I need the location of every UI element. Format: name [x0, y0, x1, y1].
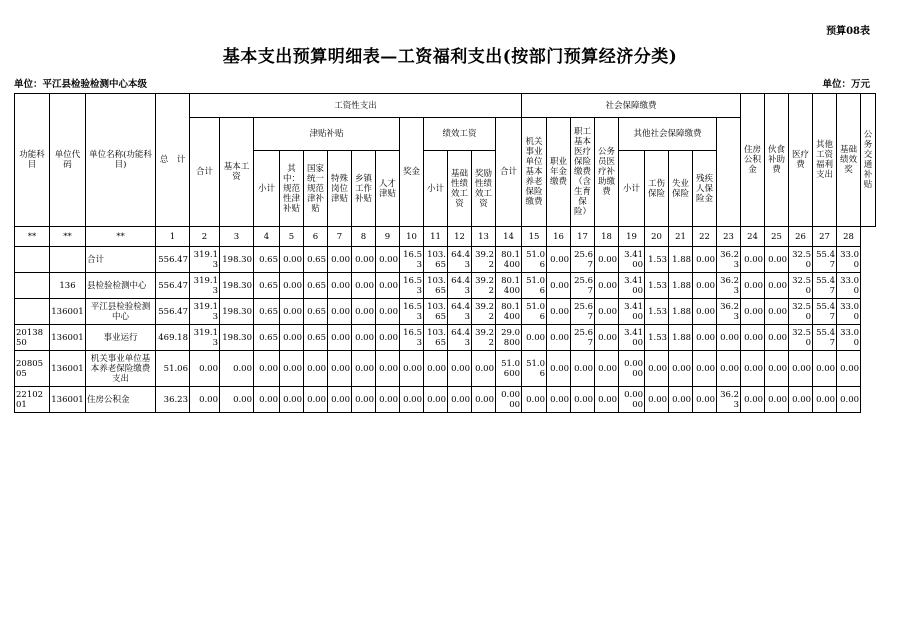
value-cell: 3.4100	[619, 325, 645, 351]
column-index: 24	[741, 227, 765, 247]
value-cell: 29.0800	[496, 325, 522, 351]
column-index: 20	[645, 227, 669, 247]
column-index: 13	[472, 227, 496, 247]
header-allow-special: 特殊岗位津贴	[328, 151, 352, 227]
column-index: 14	[496, 227, 522, 247]
unit-code-cell: 136001	[50, 299, 86, 325]
value-cell: 0.00	[328, 325, 352, 351]
header-total: 总 计	[156, 94, 190, 227]
unit-name-cell: 县检验检测中心	[86, 273, 156, 299]
value-cell: 1.53	[645, 273, 669, 299]
unit-code-cell: 136001	[50, 351, 86, 387]
column-index-row	[15, 227, 876, 247]
value-cell: 0.00	[280, 273, 304, 299]
value-cell: 0.00	[376, 387, 400, 413]
unit-name-cell: 事业运行	[86, 325, 156, 351]
value-cell: 1.53	[645, 325, 669, 351]
value-cell: 25.67	[571, 325, 595, 351]
value-cell: 36.23	[717, 273, 741, 299]
value-cell: 0.00	[376, 299, 400, 325]
value-cell: 0.00	[547, 387, 571, 413]
column-index: **	[86, 227, 156, 247]
column-index: 22	[693, 227, 717, 247]
value-cell: 25.67	[571, 299, 595, 325]
value-cell: 198.30	[220, 299, 254, 325]
func-code-cell: 2080505	[15, 351, 50, 387]
value-cell: 0.00	[595, 273, 619, 299]
column-index: 11	[424, 227, 448, 247]
value-cell: 0.00	[376, 351, 400, 387]
value-cell: 0.00	[765, 325, 789, 351]
header-medical: 医疗费	[789, 94, 813, 227]
header-other-soc-group: 其他社会保障缴费	[619, 118, 717, 151]
header-bonus: 奖金	[400, 118, 424, 227]
value-cell: 1.53	[645, 247, 669, 273]
value-cell: 39.22	[472, 273, 496, 299]
value-cell: 0.0000	[496, 387, 522, 413]
value-cell: 3.4100	[619, 273, 645, 299]
value-cell: 0.00	[765, 387, 789, 413]
value-cell: 0.00	[472, 387, 496, 413]
value-cell: 0.00	[280, 387, 304, 413]
value-cell: 0.00	[304, 351, 328, 387]
value-cell: 0.00	[741, 299, 765, 325]
value-cell: 39.22	[472, 247, 496, 273]
column-index: 6	[304, 227, 328, 247]
value-cell: 51.06	[522, 273, 547, 299]
header-meal: 伙食补助费	[765, 94, 789, 227]
value-cell: 103.65	[424, 325, 448, 351]
unit-code-cell	[50, 247, 86, 273]
value-cell: 55.47	[813, 247, 837, 273]
value-cell: 0.00	[304, 387, 328, 413]
value-cell: 319.13	[190, 273, 220, 299]
header-soc-medical: 职工基本医疗保险缴费（含生育保险）	[571, 118, 595, 227]
value-cell: 0.00	[595, 299, 619, 325]
header-unit-code: 单位代码	[50, 94, 86, 227]
value-cell: 1.88	[669, 273, 693, 299]
value-cell: 0.00	[837, 387, 861, 413]
value-cell: 319.13	[190, 299, 220, 325]
value-cell: 0.00	[595, 325, 619, 351]
value-cell: 0.00	[400, 351, 424, 387]
value-cell: 33.00	[837, 325, 861, 351]
unit-name-cell: 合计	[86, 247, 156, 273]
value-cell: 39.22	[472, 299, 496, 325]
column-index: 26	[789, 227, 813, 247]
value-cell: 16.53	[400, 299, 424, 325]
value-cell: 0.00	[741, 247, 765, 273]
value-cell: 0.00	[645, 351, 669, 387]
column-index: 18	[595, 227, 619, 247]
value-cell: 0.00	[813, 351, 837, 387]
func-code-cell: 2013850	[15, 325, 50, 351]
header-allow-sub: 小计	[254, 151, 280, 227]
value-cell: 51.06	[522, 247, 547, 273]
column-index: 15	[522, 227, 547, 247]
value-cell: 0.00	[547, 325, 571, 351]
value-cell: 103.65	[424, 299, 448, 325]
value-cell: 0.65	[254, 325, 280, 351]
value-cell: 556.47	[156, 273, 190, 299]
value-cell: 0.00	[254, 387, 280, 413]
value-cell: 36.23	[717, 387, 741, 413]
value-cell: 55.47	[813, 299, 837, 325]
column-index: 25	[765, 227, 789, 247]
value-cell: 0.00	[547, 351, 571, 387]
value-cell: 1.53	[645, 299, 669, 325]
value-cell: 33.00	[837, 247, 861, 273]
func-code-cell	[15, 299, 50, 325]
value-cell: 0.00	[645, 387, 669, 413]
table-row	[15, 299, 876, 325]
column-index: 7	[328, 227, 352, 247]
header-social-group: 社会保障缴费	[522, 94, 741, 118]
value-cell: 0.00	[522, 387, 547, 413]
value-cell: 3.4100	[619, 247, 645, 273]
value-cell: 1.88	[669, 299, 693, 325]
column-index: 8	[352, 227, 376, 247]
table-row	[15, 247, 876, 273]
value-cell: 0.00	[352, 325, 376, 351]
value-cell: 33.00	[837, 299, 861, 325]
header-base-wage: 基本工资	[220, 118, 254, 227]
value-cell: 0.00	[669, 351, 693, 387]
value-cell: 0.65	[304, 273, 328, 299]
header-oth-unemp: 失业保险	[669, 151, 693, 227]
value-cell: 198.30	[220, 325, 254, 351]
value-cell: 0.00	[547, 247, 571, 273]
value-cell: 36.23	[717, 299, 741, 325]
value-cell: 0.00	[571, 351, 595, 387]
value-cell: 0.0000	[619, 351, 645, 387]
value-cell: 0.00	[280, 247, 304, 273]
column-index: 28	[837, 227, 861, 247]
unit-name-cell: 平江县检验检测中心	[86, 299, 156, 325]
header-perf-base: 基础性绩效工资	[448, 151, 472, 227]
value-cell: 0.00	[376, 247, 400, 273]
value-cell: 0.00	[717, 325, 741, 351]
value-cell: 469.18	[156, 325, 190, 351]
value-cell: 0.00	[424, 351, 448, 387]
value-cell: 0.00	[717, 351, 741, 387]
value-cell: 0.00	[522, 325, 547, 351]
value-cell: 1.88	[669, 325, 693, 351]
value-cell: 80.1400	[496, 299, 522, 325]
table-row	[15, 387, 876, 413]
value-cell: 0.00	[765, 247, 789, 273]
column-index: 4	[254, 227, 280, 247]
value-cell: 0.65	[254, 247, 280, 273]
value-cell: 36.23	[717, 247, 741, 273]
column-index: 5	[280, 227, 304, 247]
header-housing: 住房公积金	[741, 94, 765, 227]
value-cell: 0.00	[741, 351, 765, 387]
unit-code-cell: 136	[50, 273, 86, 299]
value-cell: 51.0600	[496, 351, 522, 387]
value-cell: 0.00	[472, 351, 496, 387]
column-index: 23	[717, 227, 741, 247]
value-cell: 64.43	[448, 247, 472, 273]
value-cell: 51.06	[522, 351, 547, 387]
value-cell: 0.00	[693, 387, 717, 413]
value-cell: 0.00	[280, 325, 304, 351]
value-cell: 0.00	[352, 387, 376, 413]
value-cell: 0.00	[741, 325, 765, 351]
value-cell: 103.65	[424, 247, 448, 273]
header-oth-sub: 小计	[619, 151, 645, 227]
value-cell: 0.00	[765, 273, 789, 299]
column-index: **	[50, 227, 86, 247]
value-cell: 0.00	[190, 351, 220, 387]
value-cell: 80.1400	[496, 247, 522, 273]
column-index: 2	[190, 227, 220, 247]
func-code-cell	[15, 273, 50, 299]
header-perf-sub: 小计	[424, 151, 448, 227]
header-oth-disab: 残疾人保险金	[693, 151, 717, 227]
value-cell: 16.53	[400, 325, 424, 351]
table-row	[15, 273, 876, 299]
value-cell: 0.00	[765, 299, 789, 325]
value-cell: 0.00	[220, 387, 254, 413]
value-cell: 0.00	[595, 351, 619, 387]
value-cell: 0.00	[424, 387, 448, 413]
value-cell: 0.65	[254, 299, 280, 325]
value-cell: 64.43	[448, 325, 472, 351]
value-cell: 0.00	[254, 351, 280, 387]
column-index: 12	[448, 227, 472, 247]
value-cell: 0.00	[328, 273, 352, 299]
value-cell: 0.00	[376, 273, 400, 299]
value-cell: 0.00	[328, 247, 352, 273]
expenditure-table	[14, 93, 876, 413]
value-cell: 25.67	[571, 247, 595, 273]
header-soc-annuity: 职业年金缴费	[547, 118, 571, 227]
value-cell: 103.65	[424, 273, 448, 299]
value-cell: 0.00	[352, 351, 376, 387]
value-cell: 3.4100	[619, 299, 645, 325]
header-soc-civil-med: 公务员医疗补助缴费	[595, 118, 619, 227]
column-index: 19	[619, 227, 645, 247]
value-cell: 0.00	[741, 273, 765, 299]
column-index: **	[15, 227, 50, 247]
value-cell: 0.00	[280, 299, 304, 325]
value-cell: 319.13	[190, 325, 220, 351]
value-cell: 556.47	[156, 247, 190, 273]
value-cell: 0.00	[789, 351, 813, 387]
value-cell: 0.00	[669, 387, 693, 413]
table-row	[15, 351, 876, 387]
page-title: 基本支出预算明细表—工资福利支出(按部门预算经济分类)	[222, 47, 678, 67]
header-allow-town: 乡镇工作补贴	[352, 151, 376, 227]
value-cell: 0.00	[352, 273, 376, 299]
column-index: 21	[669, 227, 693, 247]
unit-label: 单位：平江县检验检测中心本级	[14, 79, 148, 90]
column-index: 17	[571, 227, 595, 247]
value-cell: 39.22	[472, 325, 496, 351]
value-cell: 0.00	[328, 299, 352, 325]
value-cell: 0.00	[448, 387, 472, 413]
value-cell: 0.00	[741, 387, 765, 413]
header-func-code: 功能科目	[15, 94, 50, 227]
value-cell: 0.00	[448, 351, 472, 387]
value-cell: 64.43	[448, 273, 472, 299]
value-cell: 0.65	[304, 325, 328, 351]
unit-name-cell: 住房公积金	[86, 387, 156, 413]
value-cell: 32.50	[789, 325, 813, 351]
value-cell: 0.00	[595, 387, 619, 413]
value-cell: 0.00	[220, 351, 254, 387]
unit-code-cell: 136001	[50, 325, 86, 351]
value-cell: 0.00	[190, 387, 220, 413]
value-cell: 0.00	[693, 273, 717, 299]
value-cell: 25.67	[571, 273, 595, 299]
table-row	[15, 325, 876, 351]
value-cell: 55.47	[813, 273, 837, 299]
value-cell: 0.0000	[619, 387, 645, 413]
header-wage-group: 工资性支出	[190, 94, 522, 118]
header-transport: 公务交通补贴	[861, 94, 876, 227]
column-index: 3	[220, 227, 254, 247]
value-cell: 51.06	[156, 351, 190, 387]
header-allow-talent: 人才津贴	[376, 151, 400, 227]
header-wage-sum: 合计	[190, 118, 220, 227]
value-cell: 1.88	[669, 247, 693, 273]
value-cell: 64.43	[448, 299, 472, 325]
func-code-cell: 2210201	[15, 387, 50, 413]
value-cell: 16.53	[400, 247, 424, 273]
value-cell: 0.00	[400, 387, 424, 413]
value-cell: 0.00	[789, 387, 813, 413]
value-cell: 32.50	[789, 299, 813, 325]
value-cell: 0.00	[693, 299, 717, 325]
value-cell: 0.00	[547, 273, 571, 299]
header-allow-state: 国家统一规范津补贴	[304, 151, 328, 227]
header-allowance-group: 津贴补贴	[254, 118, 400, 151]
value-cell: 51.06	[522, 299, 547, 325]
value-cell: 32.50	[789, 273, 813, 299]
header-oth-injury: 工伤保险	[645, 151, 669, 227]
value-cell: 32.50	[789, 247, 813, 273]
value-cell: 0.00	[693, 351, 717, 387]
value-cell: 0.00	[352, 247, 376, 273]
func-code-cell	[15, 247, 50, 273]
value-cell: 0.00	[765, 351, 789, 387]
value-cell: 0.00	[693, 247, 717, 273]
value-cell: 36.23	[156, 387, 190, 413]
value-cell: 0.00	[280, 351, 304, 387]
header-soc-pension: 机关事业单位基本养老保险缴费	[522, 118, 547, 227]
unit-name-cell: 机关事业单位基本养老保险缴费支出	[86, 351, 156, 387]
value-cell: 0.00	[693, 325, 717, 351]
value-cell: 0.00	[571, 387, 595, 413]
value-cell: 80.1400	[496, 273, 522, 299]
value-cell: 0.00	[352, 299, 376, 325]
value-cell: 0.65	[254, 273, 280, 299]
header-perf-reward: 奖励性绩效工资	[472, 151, 496, 227]
value-cell: 55.47	[813, 325, 837, 351]
currency-unit-label: 单位：万元	[822, 79, 870, 90]
value-cell: 0.00	[547, 299, 571, 325]
value-cell: 0.00	[328, 387, 352, 413]
value-cell: 0.65	[304, 247, 328, 273]
value-cell: 198.30	[220, 247, 254, 273]
value-cell: 33.00	[837, 273, 861, 299]
value-cell: 0.00	[328, 351, 352, 387]
value-cell: 0.00	[376, 325, 400, 351]
value-cell: 556.47	[156, 299, 190, 325]
value-cell: 16.53	[400, 273, 424, 299]
header-allow-norm: 其中：规范性津补贴	[280, 151, 304, 227]
column-index: 10	[400, 227, 424, 247]
header-unit-name: 单位名称(功能科目)	[86, 94, 156, 227]
value-cell: 0.65	[304, 299, 328, 325]
value-cell: 198.30	[220, 273, 254, 299]
value-cell: 0.00	[813, 387, 837, 413]
header-perf-group: 绩效工资	[424, 118, 496, 151]
unit-code-cell: 136001	[50, 387, 86, 413]
header-base-perf-bonus: 基础绩效奖	[837, 94, 861, 227]
value-cell: 0.00	[837, 351, 861, 387]
header-soc-sum: 合计	[496, 118, 522, 227]
column-index: 9	[376, 227, 400, 247]
table-code: 预算08表	[826, 26, 870, 37]
header-other-wage: 其他工资福利支出	[813, 94, 837, 227]
value-cell: 319.13	[190, 247, 220, 273]
column-index: 1	[156, 227, 190, 247]
column-index: 27	[813, 227, 837, 247]
column-index: 16	[547, 227, 571, 247]
value-cell: 0.00	[595, 247, 619, 273]
